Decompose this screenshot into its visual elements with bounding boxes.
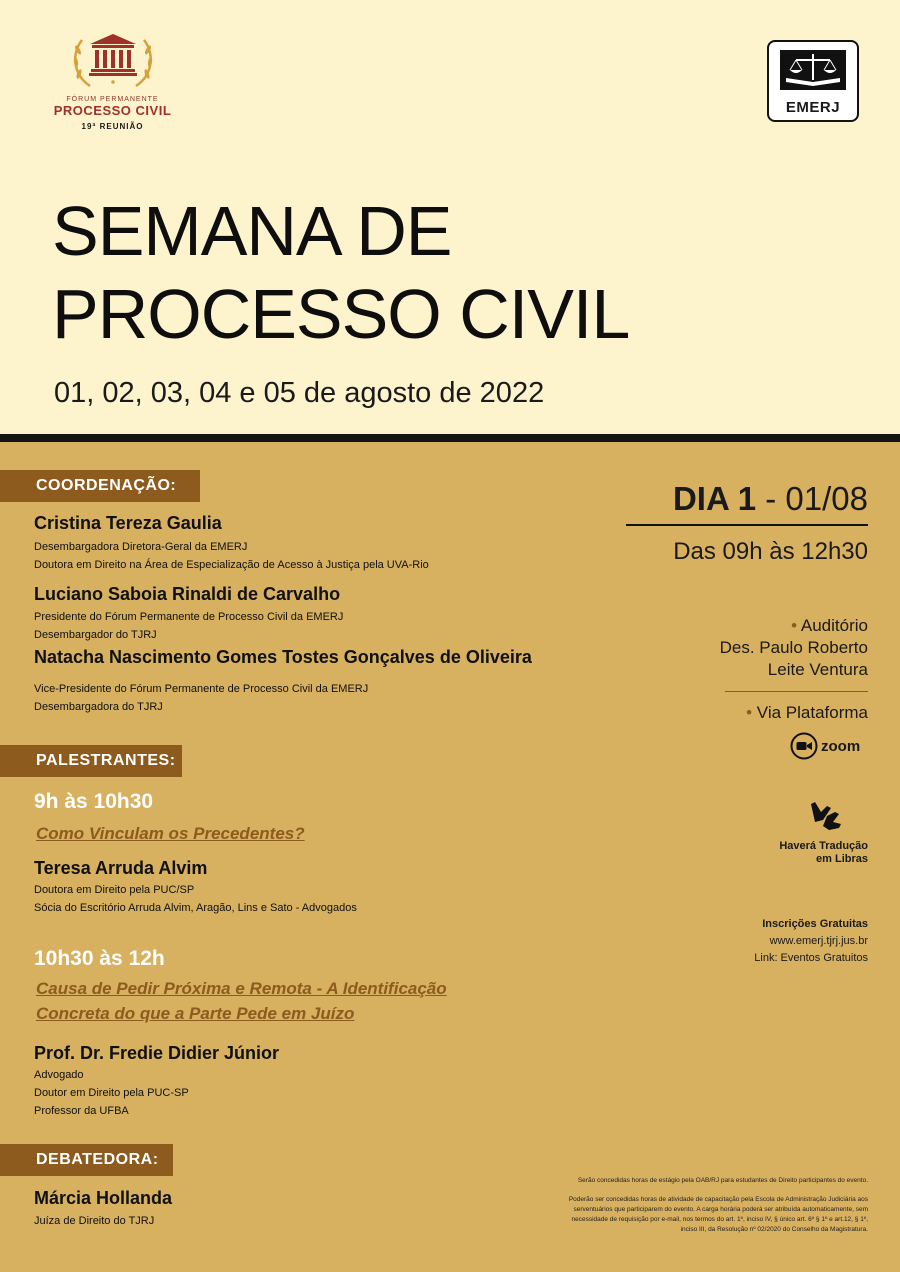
platform-bullet: • [746, 703, 753, 722]
coordinator-desc-line: Doutora em Direito na Área de Especialização de Acesso à Justiça pela UVA-Rio [34, 559, 429, 571]
venue-bullet: • [791, 616, 798, 635]
session-time: 10h30 às 12h [34, 947, 165, 970]
coordinator-desc-line: Desembargadora do TJRJ [34, 701, 163, 713]
zoom-logo [790, 732, 860, 760]
capacitation-note-line: Poderão ser concedidas horas de atividade de capacitação pela Escola de Administração Judiciária aos [568, 1196, 868, 1203]
day-label: DIA 1 [672, 480, 757, 517]
day-date: - 01/08 [765, 480, 868, 517]
platform-text: Via Plataforma [756, 703, 868, 722]
event-title [52, 190, 629, 356]
debater-role: Juíza de Direito do TJRJ [34, 1215, 155, 1227]
event-title-line1: SEMANA DE [52, 192, 452, 270]
venue-divider [725, 691, 868, 692]
zoom-text: zoom [821, 737, 861, 755]
speaker-desc-line: Advogado [34, 1069, 84, 1081]
speaker-desc-line: Professor da UFBA [34, 1105, 129, 1117]
speakers-tab: PALESTRANTES: [0, 745, 182, 777]
zoom-camera-icon [790, 732, 818, 760]
capacitation-note-line: necessidade de requisição por e-mail, nos termos do art. 1º, inciso IV, § único art. 6º § 1º e art.12, § 1º, [571, 1216, 868, 1223]
oab-note: Serão concedidas horas de estágio pela OAB/RJ para estudantes de Direito participantes do evento. [577, 1177, 868, 1184]
speaker-desc [34, 1066, 189, 1120]
event-title-line2: PROCESSO CIVIL [52, 275, 630, 353]
day-underline [626, 524, 868, 526]
day-hours: Das 09h às 12h30 [673, 538, 868, 565]
emerj-logo-text: EMERJ [785, 99, 841, 116]
forum-logo-name: PROCESSO CIVIL [53, 103, 172, 118]
registration-free: Inscrições Gratuitas [762, 918, 868, 930]
session-time: 9h às 10h30 [34, 790, 154, 813]
sign-language-line1: Haverá Tradução [779, 840, 868, 852]
coordinator-name: Natacha Nascimento Gomes Tostes Gonçalves de Oliveira [34, 647, 532, 667]
venue [690, 615, 868, 681]
venue-line3: Leite Ventura [767, 660, 868, 679]
registration-url[interactable]: www.emerj.tjrj.jus.br [769, 935, 868, 947]
event-dates: 01, 02, 03, 04 e 05 de agosto de 2022 [54, 377, 545, 409]
coordinator-desc-line: Presidente do Fórum Permanente de Processo Civil da EMERJ [34, 611, 344, 623]
emerj-logo [767, 40, 859, 122]
debater-name: Márcia Hollanda [34, 1188, 173, 1208]
day-heading [626, 480, 868, 518]
talk-title [36, 976, 447, 1026]
coordinator-desc [34, 538, 429, 574]
speaker-desc-line: Doutora em Direito pela PUC/SP [34, 884, 195, 896]
forum-logo [50, 30, 175, 145]
coordinator-desc-line: Desembargador do TJRJ [34, 629, 157, 641]
coordinator-desc-line: Vice-Presidente do Fórum Permanente de Processo Civil da EMERJ [34, 683, 369, 695]
coordinator-desc [34, 608, 343, 644]
talk-title-line: Concreta do que a Parte Pede em Juízo [36, 1004, 355, 1023]
sign-language-note [740, 840, 868, 866]
forum-logo-meeting: 19ª REUNIÃO [81, 122, 144, 131]
talk-title-line: Como Vinculam os Precedentes? [36, 824, 305, 843]
registration-link-note: Link: Eventos Gratuitos [754, 952, 868, 964]
talk-title-line: Causa de Pedir Próxima e Remota - A Identificação [36, 979, 447, 998]
coordinator-name: Luciano Saboia Rinaldi de Carvalho [34, 584, 341, 604]
courthouse-laurel-icon [68, 30, 158, 92]
forum-logo-small: FÓRUM PERMANENTE [66, 96, 159, 103]
speaker-desc [34, 881, 357, 917]
speaker-name: Teresa Arruda Alvim [34, 858, 208, 878]
coordination-tab: COORDENAÇÃO: [0, 470, 200, 502]
coordinator-desc [34, 680, 368, 716]
sign-language-icon [805, 800, 845, 841]
coordinator-name: Cristina Tereza Gaulia [34, 513, 222, 533]
talk-title [36, 821, 305, 846]
venue-line2: Des. Paulo Roberto [719, 638, 868, 657]
speaker-desc-line: Sócia do Escritório Arruda Alvim, Aragão, Lins e Sato - Advogados [34, 902, 357, 914]
coordinator-desc-line: Desembargadora Diretora-Geral da EMERJ [34, 541, 248, 553]
speaker-name: Prof. Dr. Fredie Didier Júnior [34, 1043, 280, 1063]
emerj-books-scale-icon [778, 48, 848, 92]
capacitation-note [440, 1195, 868, 1235]
capacitation-note-line: serventuários que participarem do evento. A carga horária poderá ser atribuída automaticamente, sem [573, 1206, 868, 1213]
sign-language-line2: em Libras [816, 853, 868, 865]
divider-rule [0, 434, 900, 442]
venue-line1: Auditório [800, 616, 868, 635]
platform [690, 703, 868, 723]
debater-tab: DEBATEDORA: [0, 1144, 173, 1176]
registration-info [700, 916, 868, 967]
speaker-desc-line: Doutor em Direito pela PUC-SP [34, 1087, 189, 1099]
capacitation-note-line: inciso III, da Resolução nº 02/2020 do Conselho da Magistratura. [680, 1226, 868, 1233]
